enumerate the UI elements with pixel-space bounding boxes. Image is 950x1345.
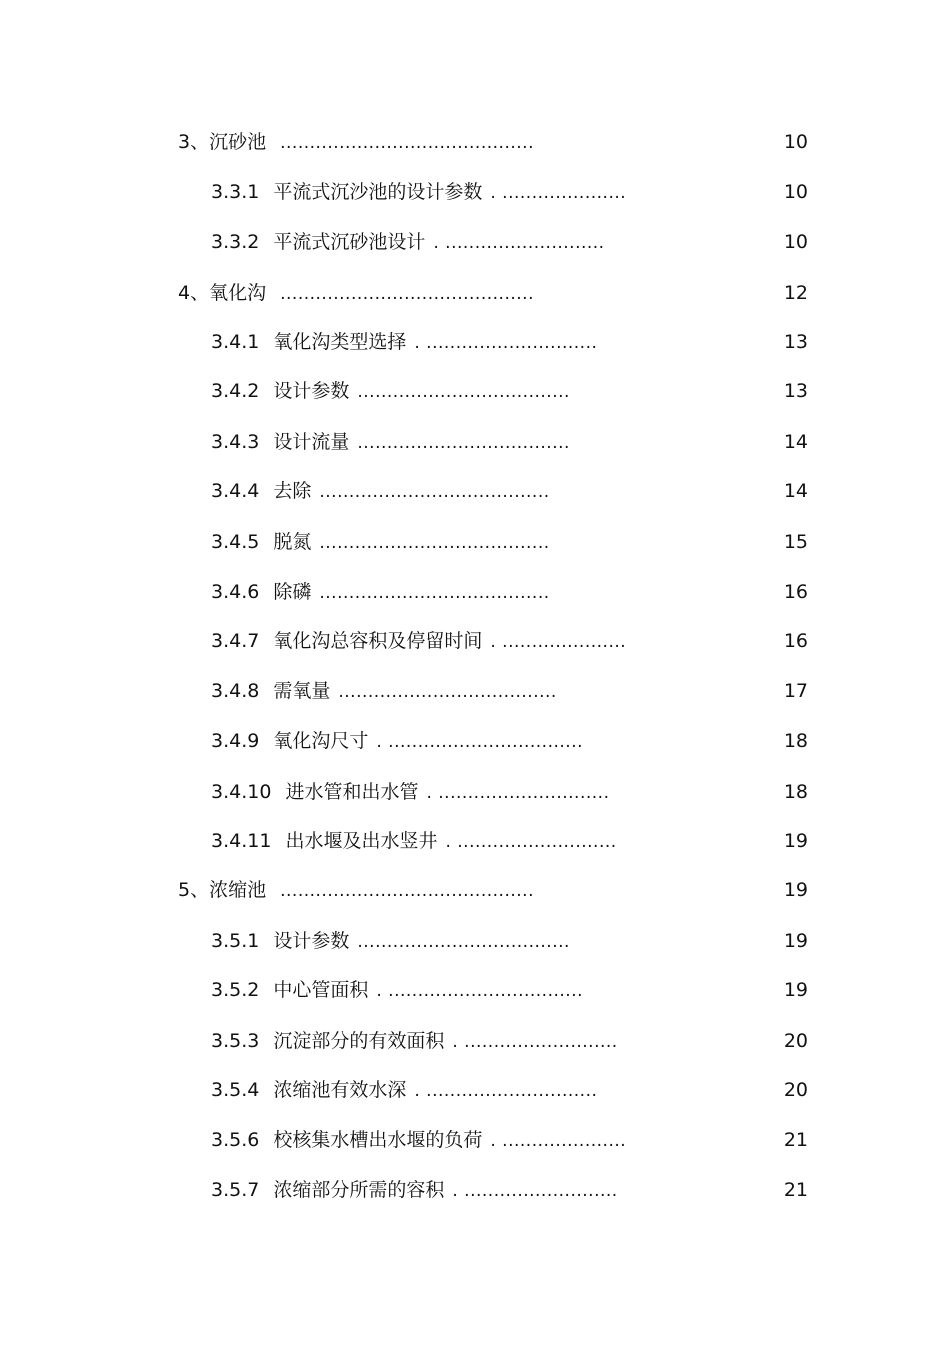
toc-entry-title: 出水堰及出水竖井	[285, 830, 438, 852]
toc-leader-dots: . .............................	[414, 1081, 598, 1101]
toc-page-number: 21	[783, 1129, 808, 1151]
toc-entry-number: 3.5.4	[211, 1079, 260, 1101]
toc-page-number: 20	[783, 1030, 808, 1052]
toc-entry-text	[211, 177, 626, 208]
toc-page-number: 16	[783, 630, 808, 652]
toc-leader-dots: .......................................	[319, 533, 550, 553]
toc-entry[interactable]	[0, 726, 950, 756]
toc-leader-dots: . .....................	[490, 183, 627, 203]
toc-leader-dots: .....................................	[338, 682, 557, 702]
toc-page-number: 19	[783, 879, 808, 901]
toc-page-number: 18	[783, 781, 808, 803]
toc-entry-number: 3.3.2	[211, 231, 260, 253]
toc-entry[interactable]	[0, 676, 950, 706]
toc-entry-title: 校核集水槽出水堰的负荷	[273, 1129, 483, 1151]
toc-entry-text	[211, 427, 570, 458]
toc-page-number: 19	[783, 930, 808, 952]
toc-entry[interactable]	[0, 177, 950, 207]
toc-leader-dots: . .................................	[376, 732, 584, 752]
toc-entry-title: 平流式沉沙池的设计参数	[273, 181, 483, 203]
toc-entry-text	[211, 476, 550, 507]
toc-page-number: 14	[783, 431, 808, 453]
toc-page-number: 10	[783, 181, 808, 203]
toc-entry-title: 设计参数	[273, 380, 350, 402]
toc-entry-number: 3.4.6	[211, 581, 260, 603]
toc-entry-text	[211, 1075, 597, 1106]
toc-entry-number: 3.5.2	[211, 979, 260, 1001]
toc-entry-title: 浓缩部分所需的容积	[273, 1179, 445, 1201]
toc-entry[interactable]	[0, 427, 950, 457]
toc-entry-number: 3.4.7	[211, 630, 260, 652]
toc-entry-title: 氧化沟尺寸	[273, 730, 369, 752]
toc-entry-text	[211, 777, 609, 808]
toc-entry-number: 3.4.3	[211, 431, 260, 453]
toc-entry[interactable]	[0, 376, 950, 406]
toc-entry-number: 3.4.9	[211, 730, 260, 752]
toc-leader-dots: ....................................	[357, 382, 570, 402]
toc-leader-dots: . ..........................	[452, 1032, 618, 1052]
toc-page-number: 13	[783, 331, 808, 353]
toc-leader-dots: . ..........................	[452, 1181, 618, 1201]
toc-page-number: 19	[783, 830, 808, 852]
toc-entry-title: 设计流量	[273, 431, 350, 453]
toc-entry[interactable]	[0, 777, 950, 807]
toc-page-number: 18	[783, 730, 808, 752]
toc-entry-title: 浓缩池有效水深	[273, 1079, 407, 1101]
toc-entry[interactable]	[0, 327, 950, 357]
toc-leader-dots: ...........................................	[280, 881, 534, 901]
toc-entry-title: 氧化沟总容积及停留时间	[273, 630, 483, 652]
toc-entry-title: 氧化沟	[209, 282, 267, 304]
toc-entry[interactable]	[0, 975, 950, 1005]
toc-entry-text	[178, 127, 534, 158]
toc-page-number: 16	[783, 581, 808, 603]
toc-entry-text	[211, 527, 550, 558]
toc-leader-dots: .......................................	[319, 482, 550, 502]
toc-entry-text	[211, 577, 550, 608]
toc-leader-dots: . .....................	[490, 632, 627, 652]
toc-entry-text	[211, 926, 570, 957]
toc-entry[interactable]	[0, 1026, 950, 1056]
toc-entry-text	[211, 975, 583, 1006]
toc-leader-dots: . .............................	[414, 333, 598, 353]
toc-entry-text	[211, 826, 617, 857]
toc-entry-title: 设计参数	[273, 930, 350, 952]
toc-leader-dots: ....................................	[357, 932, 570, 952]
toc-entry-title: 除磷	[273, 581, 312, 603]
toc-entry-text	[211, 376, 570, 407]
toc-entry-number: 3.4.4	[211, 480, 260, 502]
toc-entry-number: 3.5.3	[211, 1030, 260, 1052]
toc-entry-text	[211, 1026, 618, 1057]
toc-entry-text	[211, 626, 626, 657]
toc-entry-title: 去除	[273, 480, 312, 502]
toc-entry-text	[211, 227, 605, 258]
toc-entry[interactable]	[0, 926, 950, 956]
toc-entry-number: 3.4.1	[211, 331, 260, 353]
toc-entry-text	[178, 278, 534, 309]
toc-entry-text	[211, 726, 583, 757]
toc-entry[interactable]	[0, 527, 950, 557]
toc-page-number: 20	[783, 1079, 808, 1101]
toc-entry-number: 3.4.10	[211, 781, 272, 803]
toc-page-number: 15	[783, 531, 808, 553]
toc-leader-dots: ...........................................	[280, 284, 534, 304]
toc-page-number: 19	[783, 979, 808, 1001]
toc-entry-text	[211, 1175, 618, 1206]
toc-entry-number: 5、	[178, 879, 210, 901]
toc-leader-dots: . .............................	[426, 783, 610, 803]
toc-page-number: 17	[783, 680, 808, 702]
toc-entry-number: 3.4.2	[211, 380, 260, 402]
toc-leader-dots: . ...........................	[445, 832, 617, 852]
toc-page-number: 14	[783, 480, 808, 502]
toc-entry-title: 浓缩池	[209, 879, 267, 901]
toc-entry-number: 3.4.8	[211, 680, 260, 702]
toc-entry-number: 3.4.5	[211, 531, 260, 553]
toc-leader-dots: . .................................	[376, 981, 584, 1001]
toc-entry-text	[211, 676, 557, 707]
toc-page-number: 13	[783, 380, 808, 402]
toc-entry-title: 氧化沟类型选择	[273, 331, 407, 353]
toc-entry-number: 4、	[178, 282, 210, 304]
toc-entry-title: 需氧量	[273, 680, 331, 702]
toc-page-number: 10	[783, 231, 808, 253]
toc-entry-number: 3.5.7	[211, 1179, 260, 1201]
toc-entry[interactable]	[0, 278, 950, 308]
toc-entry-number: 3.5.1	[211, 930, 260, 952]
toc-leader-dots: ...........................................	[280, 133, 534, 153]
toc-entry-title: 进水管和出水管	[285, 781, 419, 803]
toc-entry-title: 沉砂池	[209, 131, 267, 153]
toc-entry-text	[178, 875, 534, 906]
toc-entry-number: 3.3.1	[211, 181, 260, 203]
toc-entry[interactable]	[0, 476, 950, 506]
toc-entry-number: 3.4.11	[211, 830, 272, 852]
toc-entry[interactable]	[0, 826, 950, 856]
toc-leader-dots: .......................................	[319, 583, 550, 603]
toc-entry[interactable]	[0, 127, 950, 157]
toc-entry[interactable]	[0, 1125, 950, 1155]
toc-entry-number: 3、	[178, 131, 210, 153]
toc-entry-number: 3.5.6	[211, 1129, 260, 1151]
toc-entry[interactable]	[0, 1075, 950, 1105]
toc-leader-dots: ....................................	[357, 433, 570, 453]
toc-leader-dots: . .....................	[490, 1131, 627, 1151]
toc-entry[interactable]	[0, 875, 950, 905]
toc-entry-text	[211, 1125, 626, 1156]
toc-entry[interactable]	[0, 577, 950, 607]
toc-entry[interactable]	[0, 626, 950, 656]
toc-entry-text	[211, 327, 597, 358]
toc-entry[interactable]	[0, 1175, 950, 1205]
toc-entry-title: 中心管面积	[273, 979, 369, 1001]
toc-page-number: 12	[783, 282, 808, 304]
toc-page-number: 10	[783, 131, 808, 153]
toc-entry-title: 脱氮	[273, 531, 312, 553]
toc-entry-title: 沉淀部分的有效面积	[273, 1030, 445, 1052]
toc-page-number: 21	[783, 1179, 808, 1201]
toc-entry-title: 平流式沉砂池设计	[273, 231, 426, 253]
toc-leader-dots: . ...........................	[433, 233, 605, 253]
toc-entry[interactable]	[0, 227, 950, 257]
